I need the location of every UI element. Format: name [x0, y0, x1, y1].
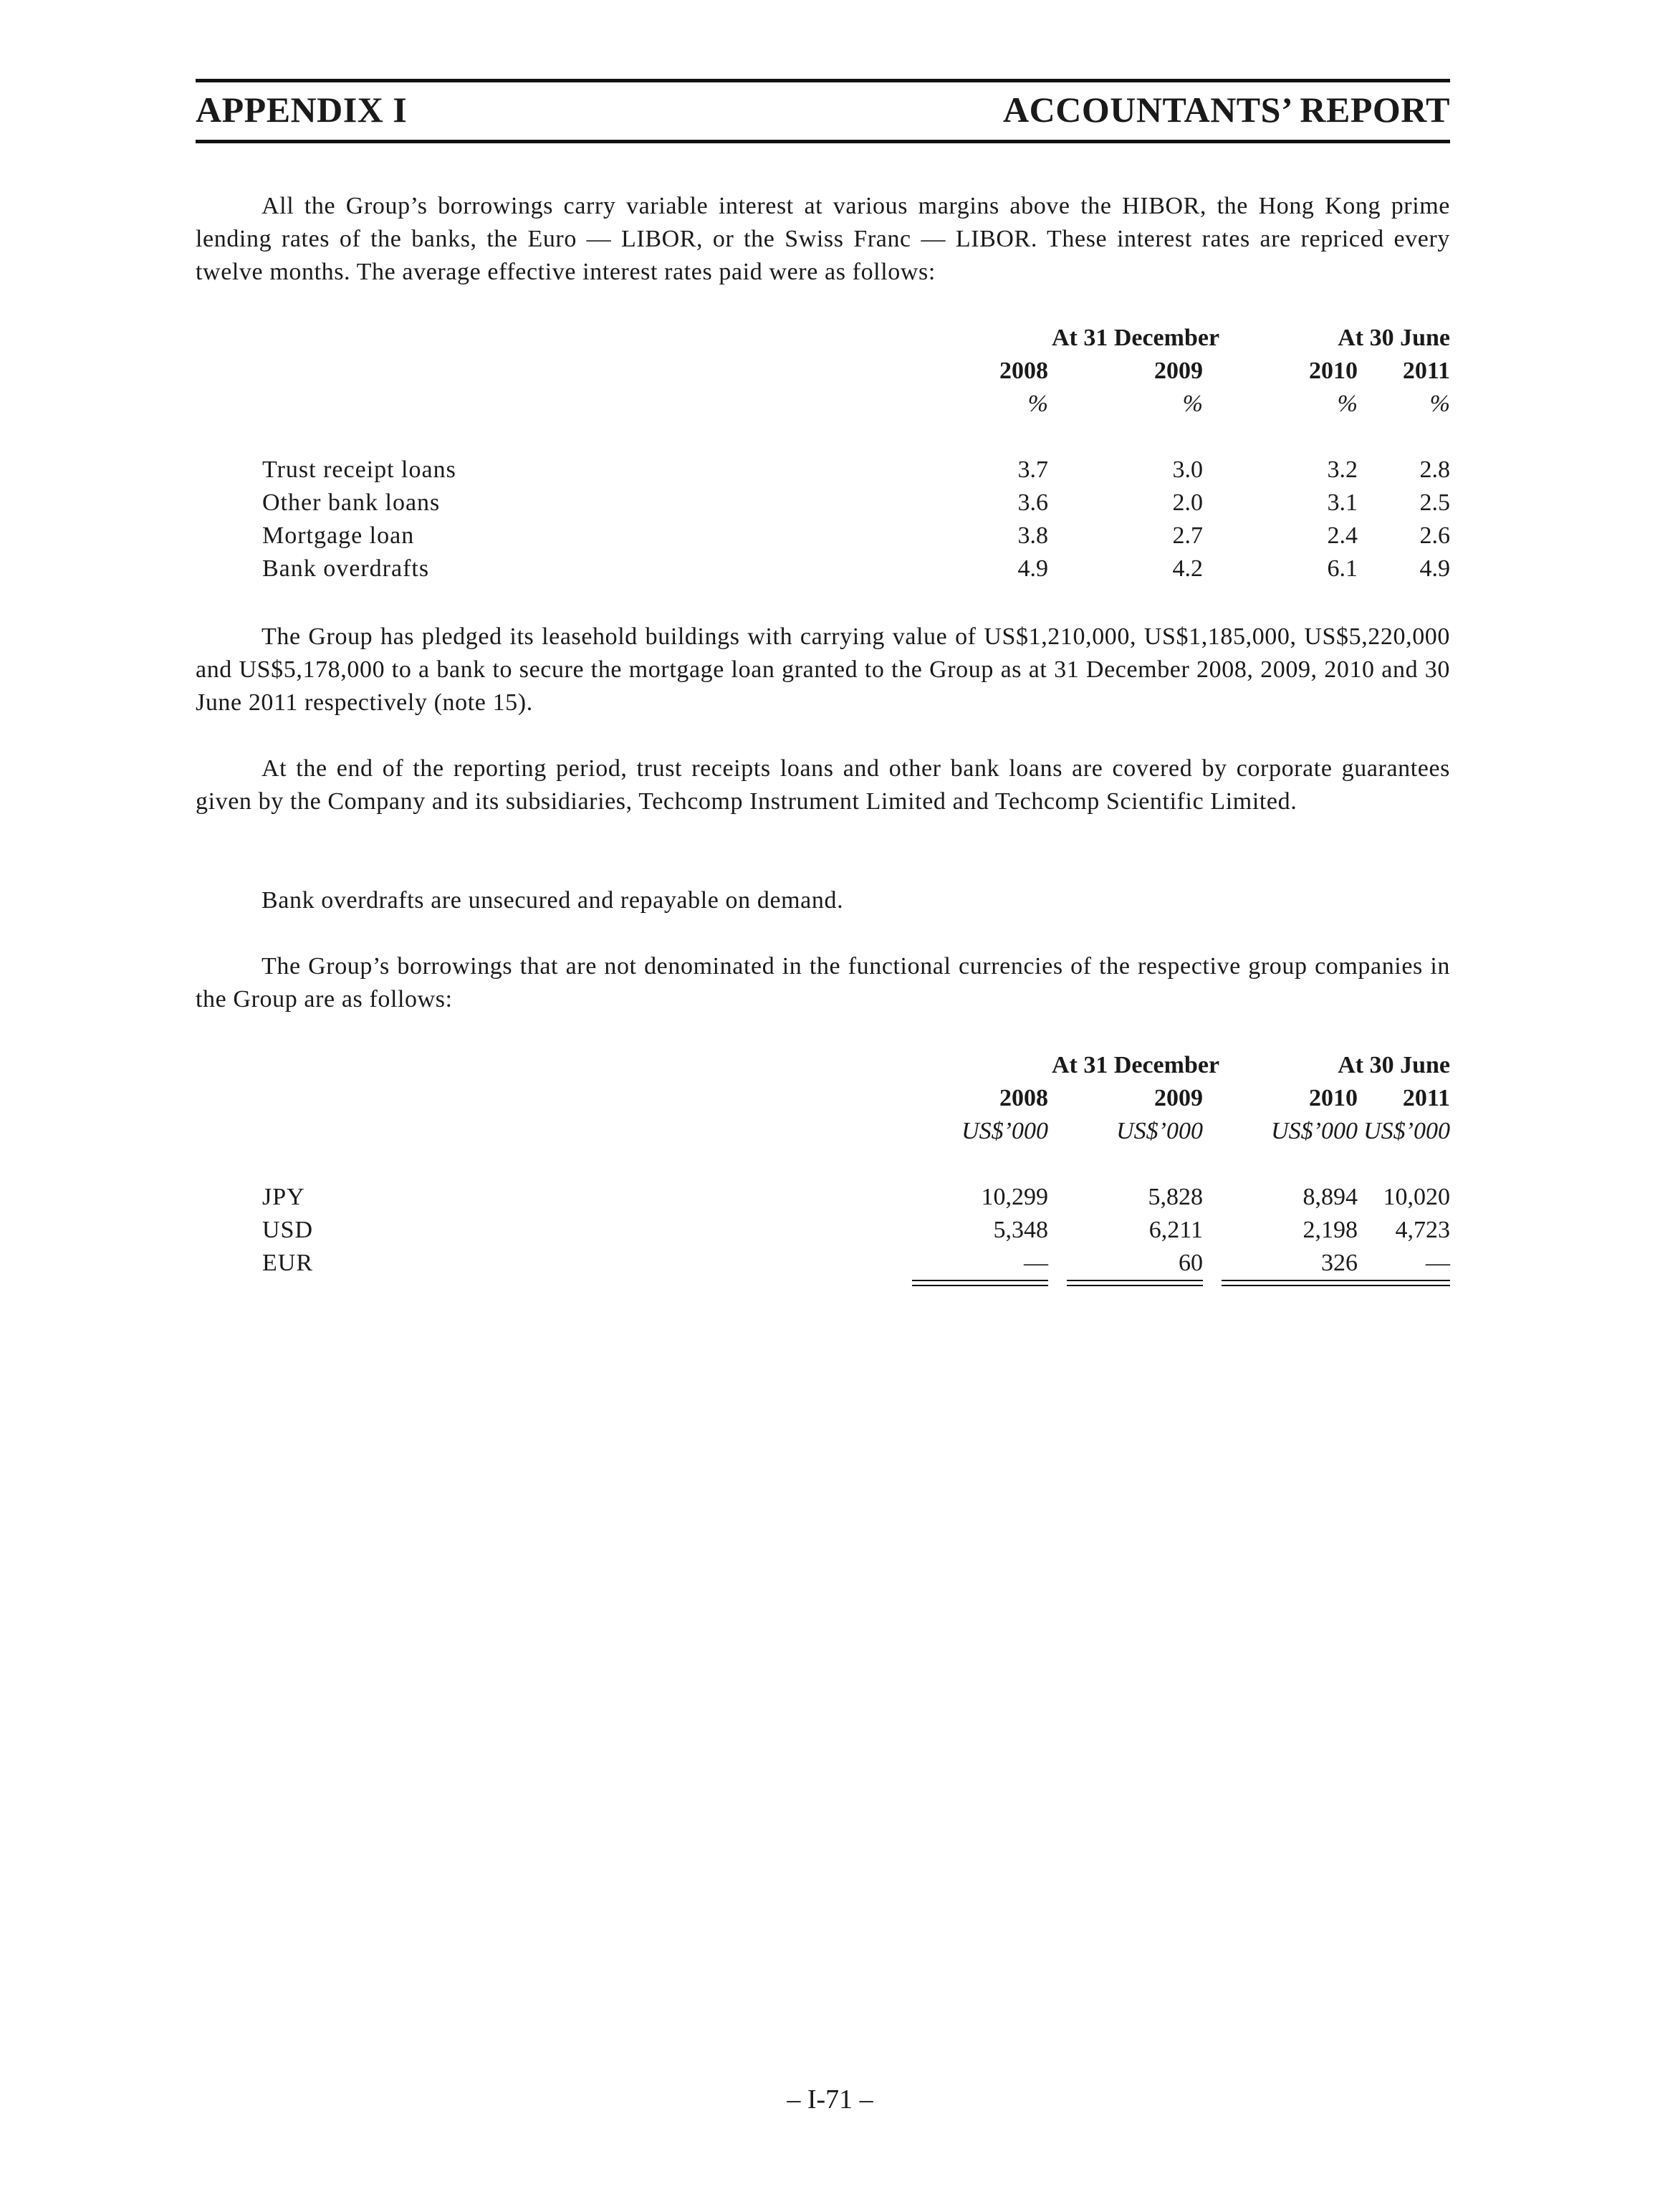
table-cell: 326: [1321, 1250, 1358, 1276]
group-header-december: At 31 December: [1051, 1052, 1220, 1078]
total-double-underline: [912, 1280, 1048, 1286]
year-header: 2009: [1154, 358, 1203, 384]
table-cell: 8,894: [1302, 1184, 1358, 1210]
row-label: Bank overdrafts: [262, 555, 430, 582]
year-header: 2010: [1309, 1085, 1358, 1111]
table-year-header-row: [196, 1082, 1450, 1115]
paragraph-interest-margins: All the Group’s borrowings carry variable interest at various margins above the HIBOR, the Hong Kong prime lending rates of the banks, the Euro — LIBOR, or the Swiss Franc — LIBOR. These interest rates are repriced every twelve months. The average effective interest rates paid were as follows:: [196, 193, 1450, 285]
table-row: [196, 454, 1450, 487]
group-header-june: At 30 June: [1338, 1052, 1450, 1078]
table-cell: 4.2: [1172, 555, 1203, 582]
table-cell: 60: [1179, 1250, 1203, 1276]
year-header: 2009: [1154, 1085, 1203, 1111]
header-bottom-rule: [196, 140, 1450, 143]
table-cell: 2,198: [1302, 1217, 1358, 1243]
table-row: [196, 1214, 1450, 1247]
table-cell: 2.0: [1172, 489, 1203, 516]
row-label: Trust receipt loans: [262, 456, 456, 483]
table-row: [196, 1247, 1450, 1280]
table-cell: 4.9: [1017, 555, 1048, 582]
row-label: Mortgage loan: [262, 522, 415, 549]
total-double-underline: [1067, 1280, 1203, 1286]
table-cell: 5,348: [993, 1217, 1048, 1243]
table-cell: 2.4: [1327, 522, 1358, 549]
unit-label: US$’000: [1271, 1118, 1358, 1144]
table-cell: 2.7: [1172, 522, 1203, 549]
table-cell: 6.1: [1327, 555, 1358, 582]
header-appendix-title: APPENDIX I: [196, 90, 408, 130]
unit-label: %: [1337, 391, 1358, 417]
row-label: EUR: [262, 1250, 313, 1276]
year-header: 2010: [1309, 358, 1358, 384]
table-unit-row: [196, 388, 1450, 421]
table-cell: 10,299: [981, 1184, 1048, 1210]
table-row: [196, 1181, 1450, 1214]
header-report-title: ACCOUNTANTS’ REPORT: [1003, 90, 1450, 130]
header-top-rule: [196, 79, 1450, 82]
paragraph-pledged-buildings: The Group has pledged its leasehold buildings with carrying value of US$1,210,000, US$1,185,000, US$5,220,000 and US$5,178,000 to a bank to secure the mortgage loan granted to the Group as at 31 December 2008, 2009, 2010 and 30 June 2011 respectively (note 15).: [196, 623, 1450, 716]
table-year-header-row: [196, 355, 1450, 388]
table-cell: 10,020: [1383, 1184, 1450, 1210]
row-label: JPY: [262, 1184, 305, 1210]
table-unit-row: [196, 1115, 1450, 1148]
table-row: [196, 487, 1450, 520]
table-cell: 2.6: [1419, 522, 1450, 549]
table-cell: 4.9: [1419, 555, 1450, 582]
table-cell: —: [1024, 1250, 1048, 1276]
paragraph-denominated-borrowings: The Group’s borrowings that are not denominated in the functional currencies of the respective group companies in the Group are as follows:: [196, 953, 1450, 1012]
table-cell: 3.7: [1017, 456, 1048, 483]
table-cell: —: [1426, 1250, 1450, 1276]
table-cell: 4,723: [1395, 1217, 1450, 1243]
paragraph-bank-overdrafts: Bank overdrafts are unsecured and repayable on demand.: [262, 887, 844, 914]
table-cell: 3.0: [1172, 456, 1203, 483]
table-group-header-row: [196, 1049, 1450, 1082]
unit-label: US$’000: [1116, 1118, 1203, 1144]
table-cell: 3.1: [1327, 489, 1358, 516]
row-label: Other bank loans: [262, 489, 441, 516]
unit-label: %: [1027, 391, 1048, 417]
table-group-header-row: [196, 322, 1450, 355]
unit-label: US$’000: [961, 1118, 1048, 1144]
table-row: [196, 552, 1450, 585]
table-cell: 5,828: [1148, 1184, 1203, 1210]
year-header: 2008: [999, 358, 1048, 384]
table-cell: 2.5: [1419, 489, 1450, 516]
table-cell: 3.8: [1017, 522, 1048, 549]
group-header-december: At 31 December: [1051, 325, 1220, 351]
total-double-underline: [1314, 1280, 1450, 1286]
page-number: – I-71 –: [787, 2084, 873, 2115]
paragraph-corporate-guarantees: At the end of the reporting period, trust receipts loans and other bank loans are covered by corporate guarantees given by the Company and its subsidiaries, Techcomp Instrument Limited and Techcomp Scientific Limited.: [196, 755, 1450, 815]
unit-label: US$’000: [1363, 1118, 1450, 1144]
table-cell: 2.8: [1419, 456, 1450, 483]
year-header: 2008: [999, 1085, 1048, 1111]
table-row: [196, 520, 1450, 552]
year-header: 2011: [1402, 358, 1450, 384]
unit-label: %: [1182, 391, 1203, 417]
row-label: USD: [262, 1217, 314, 1243]
table-cell: 3.6: [1017, 489, 1048, 516]
table-cell: 6,211: [1148, 1217, 1203, 1243]
table-cell: 3.2: [1327, 456, 1358, 483]
year-header: 2011: [1402, 1085, 1450, 1111]
group-header-june: At 30 June: [1338, 325, 1450, 351]
unit-label: %: [1429, 391, 1450, 417]
